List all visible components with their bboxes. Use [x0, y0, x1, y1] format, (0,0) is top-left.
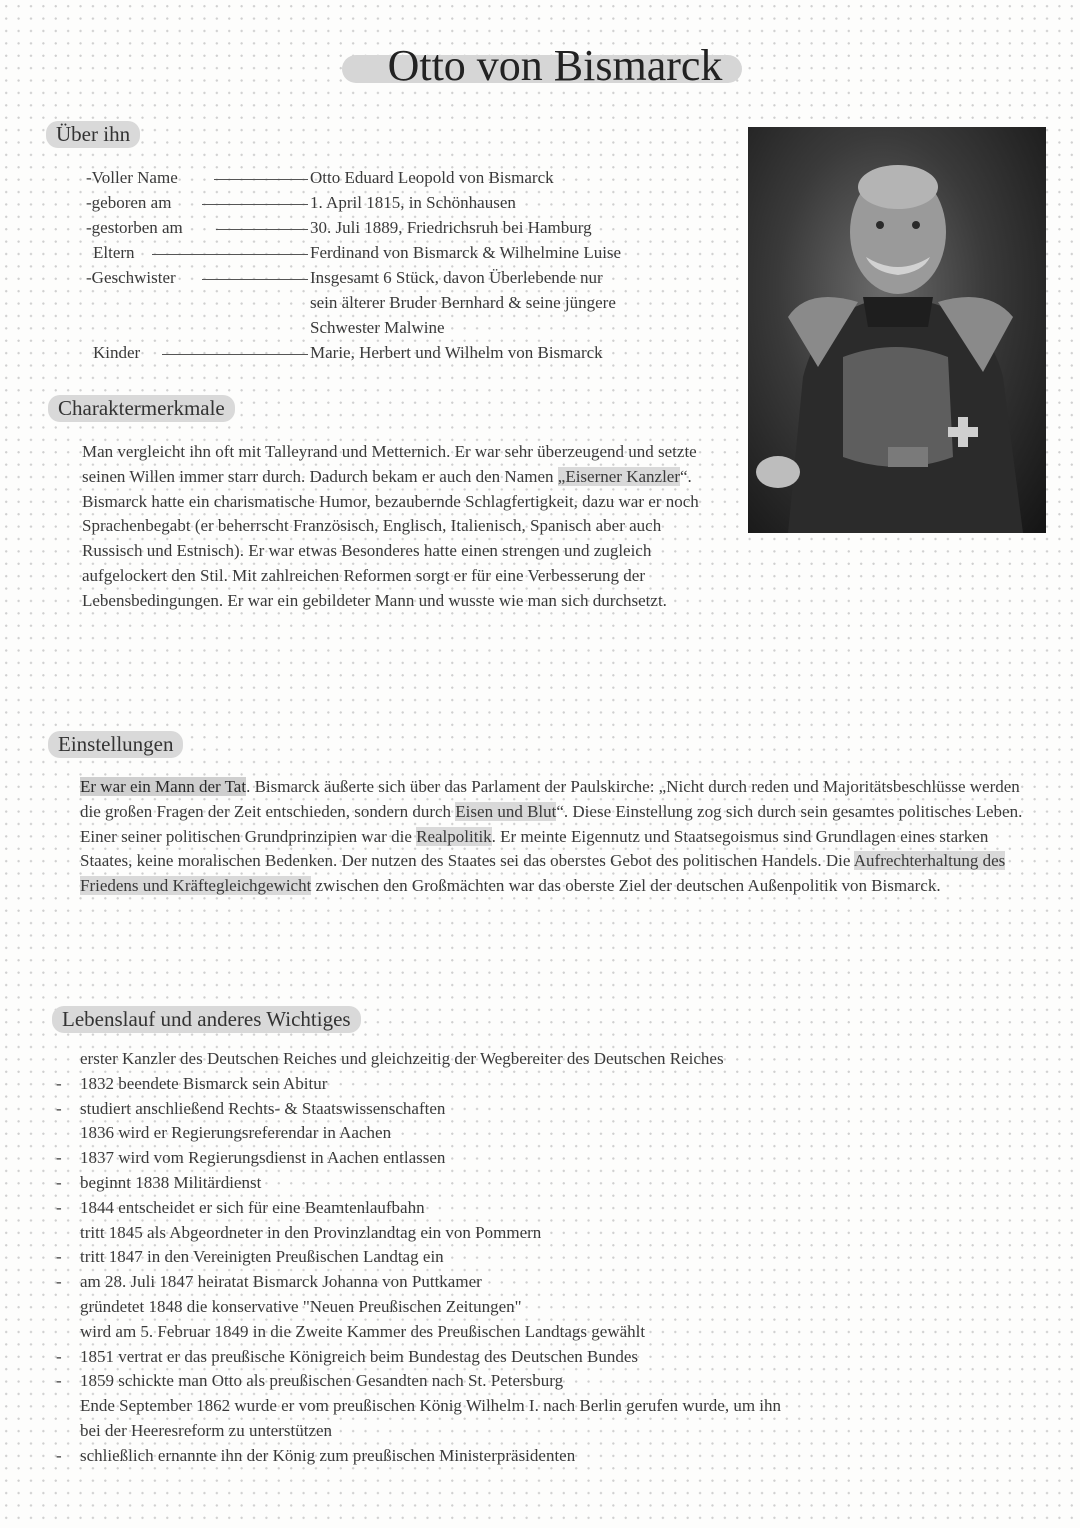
info-label: -Voller Name — [86, 168, 178, 187]
info-row-born — [86, 193, 726, 217]
attitudes-paragraph — [80, 775, 1025, 899]
traits-text-cont: “. Bismarck hatte ein charismatische Humor, bezaubernde Schlagfertigkeit, dazu war er noch Sprachenbegabt (er beherrscht Französisch, Englisch, Italienisch, Spanisch aber auch Russisch und Estnisch). Er war etwas Besonderes hatte einen strengen und zugleich aufgelockert den Stil. Mit zahlreichen Reformen sorgt er für eine Verbesserung der Lebensbedingungen. Er war ein gebildeter Mann und wusste wie man sich durchsetzt. — [82, 466, 699, 610]
connector-line — [202, 204, 308, 205]
attitudes-text: . Bismarck äußerte sich über das Parlament der Paulskirche: „Nicht durch reden und Majoritätsbeschlüsse werden die großen Fragen der Zeit entschieden, sondern durch — [80, 777, 1020, 821]
info-value: 30. Juli 1889, Friedrichsruh bei Hamburg — [310, 218, 592, 237]
list-item: - 1851 vertrat er das preußische Königreich beim Bundestag des Deutschen Bundes — [56, 1346, 639, 1366]
list-item: - schließlich ernannte ihn der König zum preußischen Ministerpräsidenten — [56, 1445, 576, 1465]
list-item: gründetet 1848 die konservative "Neuen Preußischen Zeitungen" — [80, 1296, 522, 1316]
highlight-mann-der-tat: Er war ein Mann der Tat — [80, 777, 247, 796]
list-item: - am 28. Juli 1847 heiratat Bismarck Johanna von Puttkamer — [56, 1272, 482, 1292]
page-title: Otto von Bismarck — [387, 41, 723, 90]
list-item: tritt 1845 als Abgeordneter in den Provinzlandtag ein von Pommern — [80, 1222, 542, 1242]
attitudes-text-3: . Er meinte Eigennutz und Staatsegoismus sind Grundlagen eines starken Staates, keine moralischen Bedenken. Der nutzen des Staates sei das oberstes Gebot des politischen Handels. Die — [80, 826, 989, 871]
section-heading-life: Lebenslauf und anderes Wichtiges — [52, 1006, 361, 1033]
attitudes-text-4: zwischen den Großmächten war das oberste Ziel der deutschen Außenpolitik von Bismarck. — [311, 876, 941, 896]
info-value: Insgesamt 6 Stück, davon Überlebende nur — [310, 268, 603, 287]
highlight-eiserner-kanzler: „Eiserner Kanzler — [557, 466, 681, 486]
connector-line — [152, 254, 308, 255]
traits-text: Man vergleicht ihn oft mit Talleyrand und Metternich. Er war sehr überzeugend und setzte seinen Willen immer starr durch. Dadurch bekam er auch den Namen — [82, 442, 697, 486]
list-item: bei der Heeresreform zu unterstützen — [80, 1420, 333, 1440]
list-item: - 1844 entscheidet er sich für eine Beamtenlaufbahn — [56, 1197, 425, 1217]
bismarck-portrait-image — [748, 127, 1046, 533]
info-value: Schwester Malwine — [310, 318, 445, 337]
list-item: - beginnt 1838 Militärdienst — [56, 1172, 262, 1192]
info-label: -geboren am — [86, 193, 172, 212]
list-item: - 1832 beendete Bismarck sein Abitur — [56, 1073, 328, 1093]
section-heading-traits: Charaktermerkmale — [48, 395, 235, 422]
connector-line — [202, 279, 308, 280]
list-item: - tritt 1847 in den Vereinigten Preußischen Landtag ein — [56, 1247, 444, 1267]
info-label: Eltern — [93, 243, 135, 262]
connector-line — [216, 229, 308, 230]
connector-line — [214, 179, 308, 180]
info-row-parents — [86, 243, 726, 267]
list-item: erster Kanzler des Deutschen Reiches und gleichzeitig der Wegbereiter des Deutschen Reiches — [80, 1049, 724, 1068]
info-value: 1. April 1815, in Schönhausen — [310, 193, 516, 212]
list-item: 1836 wird er Regierungsreferendar in Aachen — [80, 1123, 392, 1143]
list-item: wird am 5. Februar 1849 in die Zweite Kammer des Preußischen Landtags gewählt — [80, 1321, 646, 1341]
info-label: -Geschwister — [86, 268, 176, 287]
info-label: -gestorben am — [86, 218, 183, 237]
traits-paragraph — [82, 440, 722, 614]
section-heading-attitudes: Einstellungen — [48, 731, 183, 758]
info-value: Otto Eduard Leopold von Bismarck — [310, 168, 554, 187]
attitudes-text-2: “. Diese Einstellung zog sich durch sein gesamtes politisches Leben. Einer seiner politischen Grundprinzipien war die — [80, 801, 1023, 846]
list-item: Ende September 1862 wurde er vom preußischen König Wilhelm I. nach Berlin gerufen wurde, um ihn — [80, 1396, 782, 1416]
life-list — [56, 1047, 1036, 1469]
info-row-children — [86, 343, 726, 367]
info-row-siblings — [86, 268, 726, 292]
highlight-eisen-und-blut: Eisen und Blut — [455, 801, 557, 821]
info-row-siblings-cont2 — [86, 318, 726, 342]
info-value: Ferdinand von Bismarck & Wilhelmine Luise — [310, 243, 622, 262]
info-row-died — [86, 218, 726, 242]
info-row-name — [86, 168, 726, 192]
info-value: Marie, Herbert und Wilhelm von Bismarck — [310, 343, 603, 362]
highlight-friedenswahrung: Aufrechterhaltung des Friedens und Kräftegleichgewicht — [80, 851, 1006, 896]
info-label: Kinder — [93, 343, 141, 362]
list-item: - 1837 wird vom Regierungsdienst in Aachen entlassen — [56, 1148, 446, 1168]
list-item: - 1859 schickte man Otto als preußischen Gesandten nach St. Petersburg — [56, 1371, 564, 1391]
connector-line — [162, 354, 308, 355]
list-item: - studiert anschließend Rechts- & Staatswissenschaften — [56, 1098, 446, 1118]
highlight-realpolitik: Realpolitik — [416, 826, 492, 846]
info-row-siblings-cont — [86, 293, 726, 317]
info-value: sein älterer Bruder Bernhard & seine jüngere — [310, 293, 616, 312]
section-heading-about: Über ihn — [46, 121, 140, 148]
